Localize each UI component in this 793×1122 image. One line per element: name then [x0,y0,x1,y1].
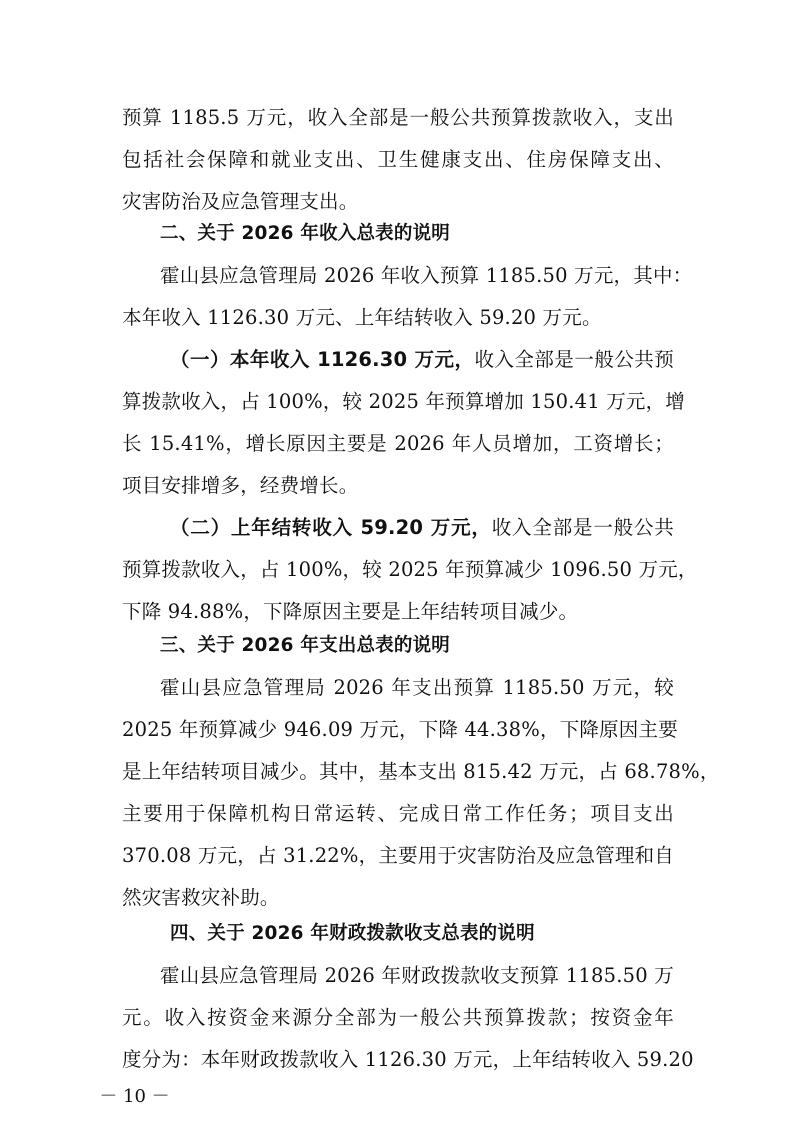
body-text-line: 项目安排增多，经费增长。 [122,474,359,497]
body-text-line: 本年收入 1126.30 万元、上年结转收入 59.20 万元。 [122,306,602,329]
item-lead-bold: （一）本年收入 1126.30 万元， [170,348,475,371]
list-item-lead-line [170,340,674,380]
body-text-line: 预算 1185.5 万元，收入全部是一般公共预算拨款收入，支出 [122,106,674,129]
body-text-line: 370.08 万元，占 31.22%，主要用于灾害防治及应急管理和自 [122,844,674,867]
item-lead-text: 收入全部是一般公共预 [474,348,674,371]
section-heading: 三、关于 2026 年支出总表的说明 [160,635,450,656]
item-lead-bold: （二）上年结转收入 59.20 万元， [170,516,492,539]
body-text-line: 元。收入按资金来源分全部为一般公共预算拨款；按资金年 [122,1006,674,1029]
body-text-line: 度分为：本年财政拨款收入 1126.30 万元，上年结转收入 59.20 [122,1048,694,1071]
body-text-line: 灾害防治及应急管理支出。 [122,190,359,213]
body-text-line: 然灾害救灾补助。 [122,886,280,909]
body-text-line: 长 15.41%，增长原因主要是 2026 年人员增加，工资增长； [122,432,674,455]
body-text-line: 算拨款收入，占 100%，较 2025 年预算增加 150.41 万元，增 [122,390,685,413]
body-text-line: 主要用于保障机构日常运转、完成日常工作任务；项目支出 [122,802,674,825]
section-heading: 四、关于 2026 年财政拨款收支总表的说明 [170,923,535,944]
body-text-line: 霍山县应急管理局 2026 年财政拨款收支预算 1185.50 万 [160,964,674,987]
body-text-line: 是上年结转项目减少。其中，基本支出 815.42 万元，占 68.78%， [122,760,720,783]
body-text-line: 霍山县应急管理局 2026 年收入预算 1185.50 万元，其中： [160,264,693,287]
body-text-line: 包括社会保障和就业支出、卫生健康支出、住房保障支出、 [122,148,674,171]
body-text-line: 2025 年预算减少 946.09 万元，下降 44.38%，下降原因主要 [122,718,678,741]
page-number: － 10 － [99,1086,170,1107]
body-text-line: 预算拨款收入，占 100%，较 2025 年预算减少 1096.50 万元， [122,558,698,581]
item-lead-text: 收入全部是一般公共 [491,516,674,539]
section-heading: 二、关于 2026 年收入总表的说明 [160,223,450,244]
body-text-line: 霍山县应急管理局 2026 年支出预算 1185.50 万元，较 [160,676,674,699]
body-text-line: 下降 94.88%，下降原因主要是上年结转项目减少。 [122,600,579,623]
list-item-lead-line [170,508,674,548]
